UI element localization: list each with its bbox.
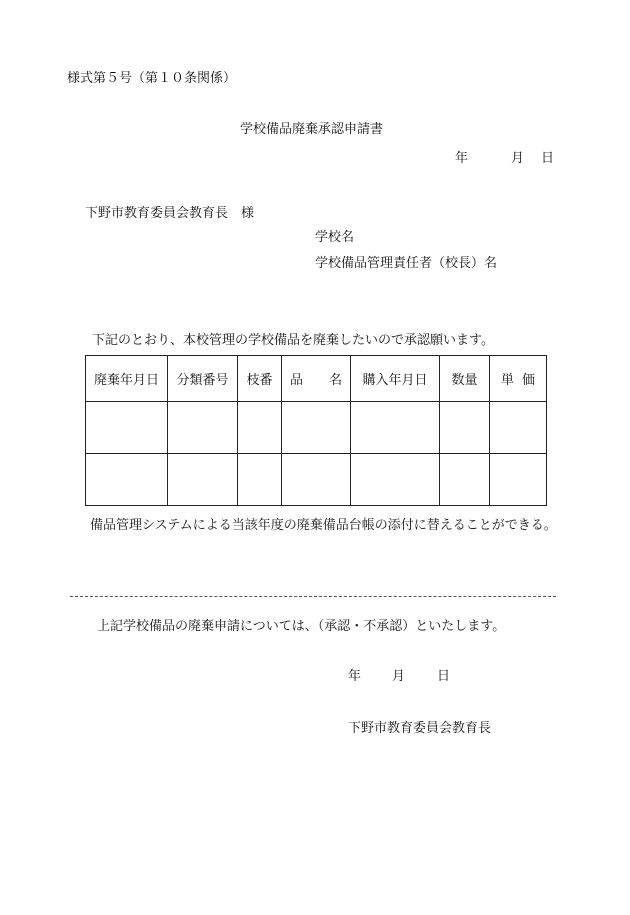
intro-text: 下記のとおり、本校管理の学校備品を廃棄したいので承認願います。 xyxy=(92,333,494,348)
approval-date-day: 日 xyxy=(437,669,451,684)
col-header-item-name xyxy=(282,356,351,402)
col-header-unit-price-part1: 単 xyxy=(501,373,515,388)
table-cell xyxy=(351,402,440,454)
table-cell xyxy=(238,402,282,454)
table-cell xyxy=(282,402,351,454)
col-header-sub-number: 枝番 xyxy=(238,356,282,402)
school-name-label: 学校名 xyxy=(315,230,355,245)
col-header-category-number: 分類番号 xyxy=(168,356,238,402)
table-cell xyxy=(86,402,168,454)
table-cell xyxy=(168,402,238,454)
header-date-year: 年 xyxy=(455,151,469,166)
col-header-unit-price xyxy=(490,356,547,402)
col-header-item-name-part2: 名 xyxy=(328,373,342,388)
table-cell xyxy=(351,454,440,506)
table-cell xyxy=(490,402,547,454)
cut-line-divider xyxy=(70,596,556,597)
manager-label: 学校備品管理責任者（校長）名 xyxy=(315,256,498,271)
header-date-day: 日 xyxy=(541,151,555,166)
table-header-row xyxy=(86,356,547,402)
table-row xyxy=(86,454,547,506)
header-date-month: 月 xyxy=(511,151,525,166)
approver-signature-label: 下野市教育委員会教育長 xyxy=(348,721,492,736)
document-title: 学校備品廃棄承認申請書 xyxy=(240,122,384,137)
col-header-purchase-date: 購入年月日 xyxy=(351,356,440,402)
form-number: 様式第５号（第１０条関係） xyxy=(67,71,237,86)
table-cell xyxy=(440,402,490,454)
col-header-unit-price-part2: 価 xyxy=(521,373,535,388)
table-cell xyxy=(490,454,547,506)
header-date xyxy=(455,151,554,167)
disposal-items-table xyxy=(85,355,547,506)
col-header-disposal-date: 廃棄年月日 xyxy=(86,356,168,402)
approval-date-month: 月 xyxy=(392,669,406,684)
table-cell xyxy=(282,454,351,506)
approval-date xyxy=(348,669,450,685)
approval-date-year: 年 xyxy=(348,669,362,684)
table-cell xyxy=(238,454,282,506)
table-cell xyxy=(440,454,490,506)
approval-text: 上記学校備品の廃棄申請については、（承認・不承認）といたします。 xyxy=(97,619,506,634)
addressee: 下野市教育委員会教育長 様 xyxy=(85,206,255,221)
table-row xyxy=(86,402,547,454)
col-header-quantity: 数量 xyxy=(440,356,490,402)
table-cell xyxy=(168,454,238,506)
col-header-item-name-part1: 品 xyxy=(290,373,304,388)
table-cell xyxy=(86,454,168,506)
attachment-note: 備品管理システムによる当該年度の廃棄備品台帳の添付に替えることができる。 xyxy=(90,518,557,533)
